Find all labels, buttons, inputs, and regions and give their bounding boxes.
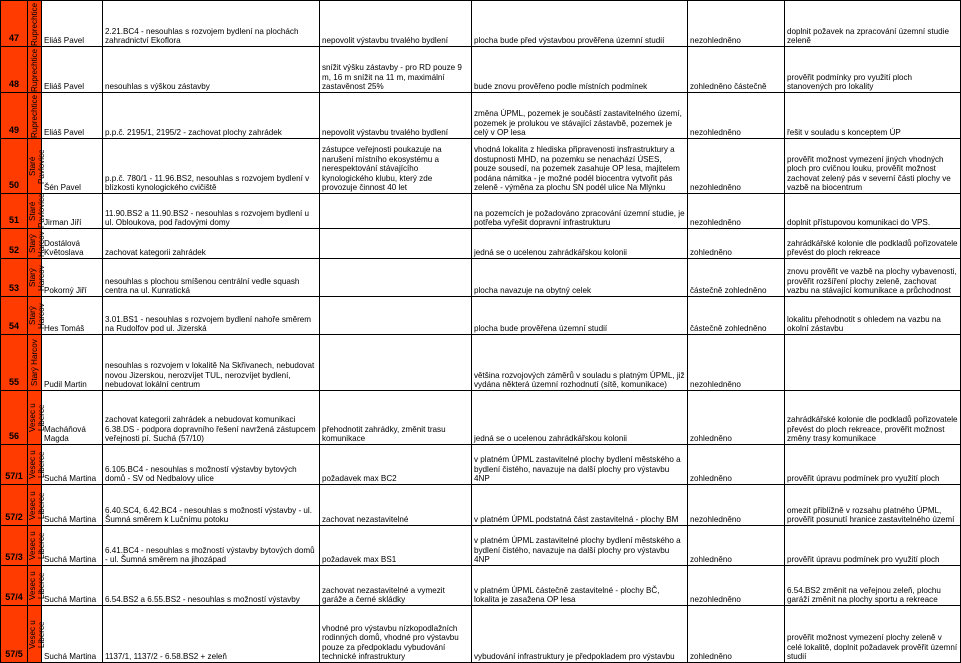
submitter-name: Pokorný Jiří [42, 259, 103, 297]
locality-label: Ruprechtice [30, 1, 39, 46]
evaluation: na pozemcích je požadováno zpracování územní studie, je potřeba vyřešit dopravní infrastrukturu [472, 194, 688, 229]
recommendation: prověřit možnost vymezení jiných vhodných ploch pro cvičnou louku, prověřit možnost zachovat zelený pás v severní části plochy ve vazbě na biocentrum [785, 139, 961, 194]
locality-label: Starý Harcov [30, 339, 39, 386]
submitter-name: Dostálová Květoslava [42, 229, 103, 259]
status: nezohledněno [688, 139, 785, 194]
table-row [1, 194, 961, 229]
locality [28, 526, 46, 566]
recommendation: doplnit požavek na zpracování územní studie zeleně [785, 1, 961, 47]
request-detail: zástupce veřejnosti poukazuje na narušení místního ekosystému a nerespektování stávajícího kynologického klubu, který zde provozuje činnost 40 let [320, 139, 472, 194]
status: zohledněno [688, 445, 785, 485]
locality-label: Vesec u Liberce [28, 403, 46, 432]
submitter-name: Eliáš Pavel [42, 1, 103, 47]
submitter-name: Suchá Martina [42, 526, 103, 566]
request-detail: zachovat nezastavitelné [320, 485, 472, 526]
locality-label: Ruprechtice [30, 47, 39, 92]
request-detail [320, 229, 472, 259]
evaluation: změna ÚPML, pozemek je součástí zastavitelného území, pozemek je prolukou ve stávající zástavbě, pozemek je celý v OP lesa [472, 93, 688, 139]
row-number: 47 [1, 1, 28, 47]
request-text: 2.21.BC4 - nesouhlas s rozvojem bydlení na plochách zahradnictví Ekoflora [103, 1, 320, 47]
request-detail [320, 335, 472, 391]
request-detail: vhodné pro výstavbu nízkopodlažních rodinných domů, vhodné pro výstavbu pouze za předpokladu vybudování technické infrastruktury [320, 606, 472, 663]
locality-label: Starý Harcov [28, 302, 46, 329]
table-row [1, 259, 961, 297]
recommendation: zahrádkářské kolonie dle podkladů pořizovatele převést do ploch rekreace, prověřit možnost změny trasy komunikace [785, 391, 961, 445]
evaluation: plocha bude prověřena územní studií [472, 297, 688, 335]
request-text: 3.01.BS1 - nesouhlas s rozvojem bydlení nahoře směrem na Rudolfov pod ul. Jizerská [103, 297, 320, 335]
request-detail: nepovolit výstavbu trvalého bydlení [320, 1, 472, 47]
evaluation: vybudování infrastruktury je předpokladem pro výstavbu [472, 606, 688, 663]
row-number: 49 [1, 93, 28, 139]
recommendation: prověřit úpravu podmínek pro využití ploch [785, 445, 961, 485]
locality [28, 93, 42, 139]
locality [28, 445, 46, 485]
locality [28, 1, 42, 47]
request-detail: přehodnotit zahrádky, změnit trasu komunikace [320, 391, 472, 445]
locality-label: Vesec u Liberce [28, 531, 46, 560]
recommendation: znovu prověřit ve vazbě na plochy vybavenosti, prověřit rozšíření plochy zeleně, zachovat vazbu na stávající komunikace a průchodnost [785, 259, 961, 297]
table-row [1, 47, 961, 93]
locality-label: Vesec u Liberce [28, 571, 46, 600]
table-row [1, 139, 961, 194]
request-detail: požadavek max BC2 [320, 445, 472, 485]
status: nezohledněno [688, 335, 785, 391]
evaluation: v platném ÚPML zastavitelné plochy bydlení městského a bydlení čistého, navazuje na další plochy pro výstavbu 4NP [472, 526, 688, 566]
recommendation: prověřit úpravu podmínek pro využití ploch [785, 526, 961, 566]
status: částečně zohledněno [688, 297, 785, 335]
submitter-name: Suchá Martina [42, 566, 103, 606]
recommendation: řešit v souladu s konceptem ÚP [785, 93, 961, 139]
locality [28, 606, 46, 663]
status: nezohledněno [688, 485, 785, 526]
row-number: 51 [1, 194, 28, 229]
table-row [1, 335, 961, 391]
status: nezohledněno [688, 194, 785, 229]
table-row [1, 566, 961, 606]
status: nezohledněno [688, 1, 785, 47]
locality [28, 47, 42, 93]
request-text: 6.105.BC4 - nesouhlas s možností výstavby bytových domů - SV od Nedbalovy ulice [103, 445, 320, 485]
locality-label: Starý Harcov [28, 230, 46, 257]
locality [28, 391, 46, 445]
recommendation: doplnit přístupovou komunikaci do VPS. [785, 194, 961, 229]
evaluation: jedná se o ucelenou zahrádkářskou kolonii [472, 229, 688, 259]
row-number: 57/3 [1, 526, 28, 566]
request-text: zachovat kategorii zahrádek [103, 229, 320, 259]
locality-label: Vesec u Liberce [28, 619, 46, 649]
submitter-name: Hes Tomáš [42, 297, 103, 335]
request-text: p.p.č. 2195/1, 2195/2 - zachovat plochy zahrádek [103, 93, 320, 139]
locality [28, 566, 46, 606]
status: nezohledněno [688, 93, 785, 139]
recommendation [785, 335, 961, 391]
table-row [1, 1, 961, 47]
status: zohledněno [688, 229, 785, 259]
request-text: 6.40.SC4, 6.42.BC4 - nesouhlas s možností výstavby - ul. Šumná směrem k Lučnímu potoku [103, 485, 320, 526]
row-number: 54 [1, 297, 28, 335]
locality [28, 297, 46, 335]
request-detail: snížit výšku zástavby - pro RD pouze 9 m, 16 m snížit na 11 m, maximální zastavěnost 25% [320, 47, 472, 93]
submitter-name: Šén Pavel [42, 139, 103, 194]
request-text: 6.54.BS2 a 6.55.BS2 - nesouhlas s možností výstavby [103, 566, 320, 606]
status: zohledněno částečně [688, 47, 785, 93]
row-number: 50 [1, 139, 28, 194]
table-row [1, 391, 961, 445]
request-detail: požadavek max BS1 [320, 526, 472, 566]
recommendation: zahrádkářské kolonie dle podkladů pořizovatele převést do ploch rekreace [785, 229, 961, 259]
evaluation: jedná se o ucelenou zahrádkářskou kolonii [472, 391, 688, 445]
locality [28, 139, 46, 194]
status: nezohledněno [688, 566, 785, 606]
table-body [1, 1, 961, 663]
locality [28, 335, 42, 391]
evaluation: v platném ÚPML podstatná část zastavitelná - plochy BM [472, 485, 688, 526]
submitter-name: Pudil Martin [42, 335, 103, 391]
evaluation: v platném ÚPML zastavitelné plochy bydlení městského a bydlení čistého, navazuje na další plochy pro výstavbu 4NP [472, 445, 688, 485]
request-text: nesouhlas s rozvojem v lokalitě Na Skřivanech, nebudovat novou Jizerskou, nerozvíjet TUL, nerozvíjet bydlení, nebudovat lokální centrum [103, 335, 320, 391]
locality [28, 229, 46, 259]
recommendation: omezit přiblížně v rozsahu platného ÚPML, prověřit posunutí hranice zastavitelného území [785, 485, 961, 526]
locality-label: Staré Pavlovice [28, 192, 46, 228]
recommendation: prověřit možnost vymezení plochy zeleně v celé lokalitě, doplnit požadavek prověřit územní studií [785, 606, 961, 663]
table-row [1, 297, 961, 335]
recommendation: lokalitu přehodnotit s ohledem na vazbu na okolní zástavbu [785, 297, 961, 335]
locality [28, 192, 46, 229]
submitter-name: Suchá Martina [42, 485, 103, 526]
locality-label: Vesec u Liberce [28, 490, 46, 520]
request-detail: zachovat nezastavitelné a vymezit garáže a černé skládky [320, 566, 472, 606]
submitter-name: Eliáš Pavel [42, 93, 103, 139]
submitter-name: Suchá Martina [42, 445, 103, 485]
table-row [1, 93, 961, 139]
locality-label: Staré Pavlovice [28, 148, 46, 184]
request-text: nesouhlas s výškou zástavby [103, 47, 320, 93]
request-detail [320, 297, 472, 335]
table-row [1, 445, 961, 485]
evaluation: vhodná lokalita z hlediska připravenosti insfrastruktury a dostupnosti MHD, na pozemku se nenachází ÚSES, pouze sousedí, na pozemek zasahuje OP lesa, majitelem podána námitka - je možné podél biocentra vytvořit pás zeleně - výměna za plochu SN podél ulice Na Mlýnku [472, 139, 688, 194]
request-text: 1137/1, 1137/2 - 6.58.BS2 + zeleň [103, 606, 320, 663]
row-number: 48 [1, 47, 28, 93]
status: zohledněno [688, 606, 785, 663]
submitter-name: Jirman Jiří [42, 194, 103, 229]
request-detail: nepovolit výstavbu trvalého bydlení [320, 93, 472, 139]
request-detail [320, 194, 472, 229]
row-number: 56 [1, 391, 28, 445]
row-number: 57/5 [1, 606, 28, 663]
table-row [1, 526, 961, 566]
request-text: 11.90.BS2 a 11.90.BS2 - nesouhlas s rozvojem bydlení u ul. Obloukova, pod řadovými domy [103, 194, 320, 229]
locality-label: Ruprechtice [30, 93, 39, 138]
locality [28, 259, 46, 297]
evaluation: v platném ÚPML částečně zastavitelné - plochy BČ, lokalita je zasažena OP lesa [472, 566, 688, 606]
row-number: 57/2 [1, 485, 28, 526]
status: částečně zohledněno [688, 259, 785, 297]
submitter-name: Eliáš Pavel [42, 47, 103, 93]
table-row [1, 606, 961, 663]
request-text: zachovat kategorii zahrádek a nebudovat komunikaci 6.38.DS - podpora dopravního řešení navržená zástupcem veřejnosti pí. Suchá (57/10) [103, 391, 320, 445]
evaluation: plocha navazuje na obytný celek [472, 259, 688, 297]
status: zohledněno [688, 391, 785, 445]
request-text: nesouhlas s plochou smíšenou centrální vedle squash centra na ul. Kunratická [103, 259, 320, 297]
recommendation: prověřit podmínky pro využití ploch stanovených pro lokality [785, 47, 961, 93]
request-text: 6.41.BC4 - nesouhlas s možností výstavby bytových domů - ul. Šumná směrem na jihozápad [103, 526, 320, 566]
row-number: 57/4 [1, 566, 28, 606]
recommendation: 6.54.BS2 změnit na veřejnou zeleň, plochu garáží změnit na plochy sportu a rekreace [785, 566, 961, 606]
row-number: 53 [1, 259, 28, 297]
table-row [1, 229, 961, 259]
row-number: 55 [1, 335, 28, 391]
status: zohledněno [688, 526, 785, 566]
evaluation: bude znovu prověřeno podle místních podmínek [472, 47, 688, 93]
request-text: p.p.č. 780/1 - 11.96.BS2, nesouhlas s rozvojem bydlení v blízkosti kynologického cvičiště [103, 139, 320, 194]
evaluation: většina rozvojových záměrů v souladu s platným ÚPML, již vydána některá územní rozhodnutí (sítě, komunikace) [472, 335, 688, 391]
submitter-name: Suchá Martina [42, 606, 103, 663]
evaluation: plocha bude před výstavbou prověřena územní studií [472, 1, 688, 47]
locality-label: Starý Harcov [28, 264, 46, 291]
submitter-name: Macháňová Magda [42, 391, 103, 445]
table-row [1, 485, 961, 526]
locality [28, 485, 46, 526]
row-number: 57/1 [1, 445, 28, 485]
request-detail [320, 259, 472, 297]
locality-label: Vesec u Liberce [28, 450, 46, 479]
row-number: 52 [1, 229, 28, 259]
